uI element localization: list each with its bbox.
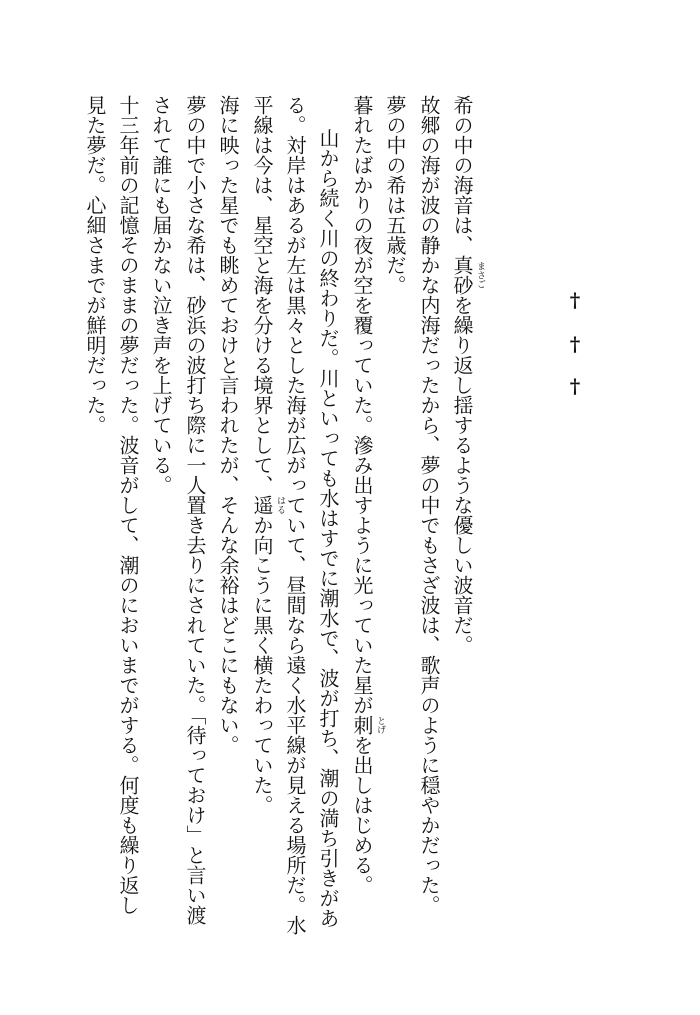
text-line: [450, 95, 485, 655]
text-line: 山から続く川の終わりだ。川といっても水はすでに潮水で、波が打ち、潮の満ち引きがあ: [316, 128, 340, 928]
text-line: 十三年前の記憶そのままの夢だった。波音がして、潮のにおいまでがする。何度も繰り返し: [116, 95, 140, 915]
section-break-dagger: †: [569, 374, 581, 398]
text-line: 夢の中で小さな希は、砂浜の波打ち際に一人置き去りにされていた。「待っておけ」と言い渡: [183, 95, 207, 925]
text-line: 海に映った星でも眺めておけと言われたが、そんな余裕はどこにもない。: [216, 95, 240, 755]
ruby-base: 真砂: [450, 255, 474, 295]
text-segment: 暮れたばかりの夜が空を覆っていた。滲み出すように光っていた星が: [350, 95, 374, 715]
text-segment: 平線は今は、星空と海を分ける境界として、: [250, 95, 274, 495]
text-line: 夢の中の希は五歳だ。: [383, 95, 407, 295]
text-line: されて誰にも届かない泣き声を上げている。: [149, 95, 173, 495]
ruby-group: [350, 715, 385, 735]
ruby-reading: まさご: [475, 261, 485, 289]
text-segment: か向こうに黒く横たわっていた。: [250, 515, 274, 815]
text-segment: を繰り返し揺するような優しい波音だ。: [450, 295, 474, 655]
text-line: 故郷の海が波の静かな内海だったから、夢の中でもさざ波は、歌声のように穏やかだった。: [417, 95, 441, 915]
text-line: [350, 95, 385, 895]
text-segment: 希の中の海音は、: [450, 95, 474, 255]
ruby-reading: はる: [275, 496, 285, 514]
text-line: る。対岸はあるが左は黒々とした海が広がっていて、昼間なら遠く水平線が見える場所だ。水: [283, 95, 307, 935]
ruby-base: 刺: [350, 715, 374, 735]
ruby-group: [450, 255, 485, 295]
ruby-reading: とげ: [375, 716, 385, 734]
ruby-base: 遥: [250, 495, 274, 515]
ruby-group: [250, 495, 285, 515]
section-break-dagger: †: [569, 288, 581, 312]
section-break-dagger: †: [569, 332, 581, 356]
text-segment: を出しはじめる。: [350, 735, 374, 895]
text-line: 見た夢だ。心細さまでが鮮明だった。: [83, 95, 107, 435]
text-line: [250, 95, 285, 815]
